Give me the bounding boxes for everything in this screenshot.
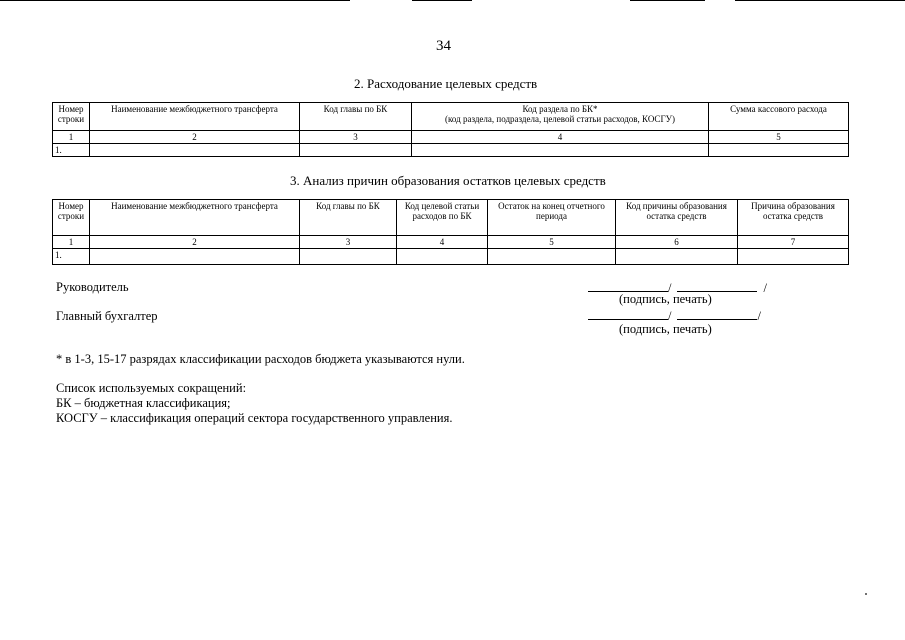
column-number: 2 xyxy=(90,236,300,249)
column-number: 7 xyxy=(738,236,849,249)
table-number-row xyxy=(53,131,849,144)
table-cell xyxy=(397,249,488,265)
signature-separator: / xyxy=(668,309,672,323)
scan-edge-line xyxy=(735,0,905,1)
column-number: 1 xyxy=(53,236,90,249)
page-number: 34 xyxy=(436,38,451,54)
column-number: 2 xyxy=(90,131,300,144)
section3-table xyxy=(52,199,849,265)
table-row xyxy=(53,249,849,265)
column-number: 3 xyxy=(300,131,412,144)
table-cell xyxy=(709,144,849,157)
table-cell xyxy=(300,249,397,265)
header-cell: Номер строки xyxy=(53,103,90,131)
scan-speck xyxy=(865,593,867,595)
accountant-label: Главный бухгалтер xyxy=(56,309,158,323)
scan-edge-line xyxy=(630,0,705,1)
column-number: 5 xyxy=(488,236,616,249)
footnote: * в 1-3, 15-17 разрядах классификации расходов бюджета указываются нули. xyxy=(56,352,465,366)
header-line: (код раздела, подраздела, целевой статьи расходов, КОСГУ) xyxy=(444,114,676,124)
column-number: 5 xyxy=(709,131,849,144)
table-cell xyxy=(616,249,738,265)
column-number: 3 xyxy=(300,236,397,249)
table-header-row xyxy=(53,200,849,236)
head-label: Руководитель xyxy=(56,280,129,294)
table-cell xyxy=(90,144,300,157)
table-cell: 1. xyxy=(53,144,90,157)
signature-separator: / xyxy=(763,281,767,295)
table-cell xyxy=(488,249,616,265)
table-cell xyxy=(738,249,849,265)
scan-edge-line xyxy=(0,0,350,1)
table-row xyxy=(53,144,849,157)
table-number-row xyxy=(53,236,849,249)
table-cell xyxy=(412,144,709,157)
signature-blank xyxy=(588,279,668,292)
signature-blank xyxy=(677,279,757,292)
column-number: 6 xyxy=(616,236,738,249)
header-cell: Код причины образования остатка средств xyxy=(616,200,738,236)
header-cell: Код главы по БК xyxy=(300,200,397,236)
section2-table xyxy=(52,102,849,157)
section2-title: 2. Расходование целевых средств xyxy=(354,76,538,91)
column-number: 1 xyxy=(53,131,90,144)
header-cell xyxy=(412,103,709,131)
abbreviations-title: Список используемых сокращений: xyxy=(56,381,247,395)
head-signature-caption: (подпись, печать) xyxy=(619,292,712,306)
signature-blank xyxy=(677,307,757,320)
header-cell: Наименование межбюджетного трансферта xyxy=(90,200,300,236)
signature-separator: / xyxy=(668,281,672,295)
header-cell: Код целевой статьи расходов по БК xyxy=(397,200,488,236)
column-number: 4 xyxy=(397,236,488,249)
table-cell xyxy=(90,249,300,265)
header-line: Код раздела по БК* xyxy=(522,104,598,114)
abbreviation-item: БК – бюджетная классификация; xyxy=(56,396,231,410)
header-cell: Номер строки xyxy=(53,200,90,236)
table-cell: 1. xyxy=(53,249,90,265)
header-cell: Наименование межбюджетного трансферта xyxy=(90,103,300,131)
column-number: 4 xyxy=(412,131,709,144)
scan-edge-line xyxy=(412,0,472,1)
signature-blank xyxy=(588,307,668,320)
header-cell: Остаток на конец отчетного периода xyxy=(488,200,616,236)
accountant-signature-caption: (подпись, печать) xyxy=(619,322,712,336)
header-cell: Сумма кассового расхода xyxy=(709,103,849,131)
signature-separator: / xyxy=(757,309,761,323)
table-header-row xyxy=(53,103,849,131)
header-cell: Код главы по БК xyxy=(300,103,412,131)
header-cell: Причина образования остатка средств xyxy=(738,200,849,236)
section3-title: 3. Анализ причин образования остатков целевых средств xyxy=(290,173,606,188)
table-cell xyxy=(300,144,412,157)
abbreviation-item: КОСГУ – классификация операций сектора государственного управления. xyxy=(56,411,453,425)
